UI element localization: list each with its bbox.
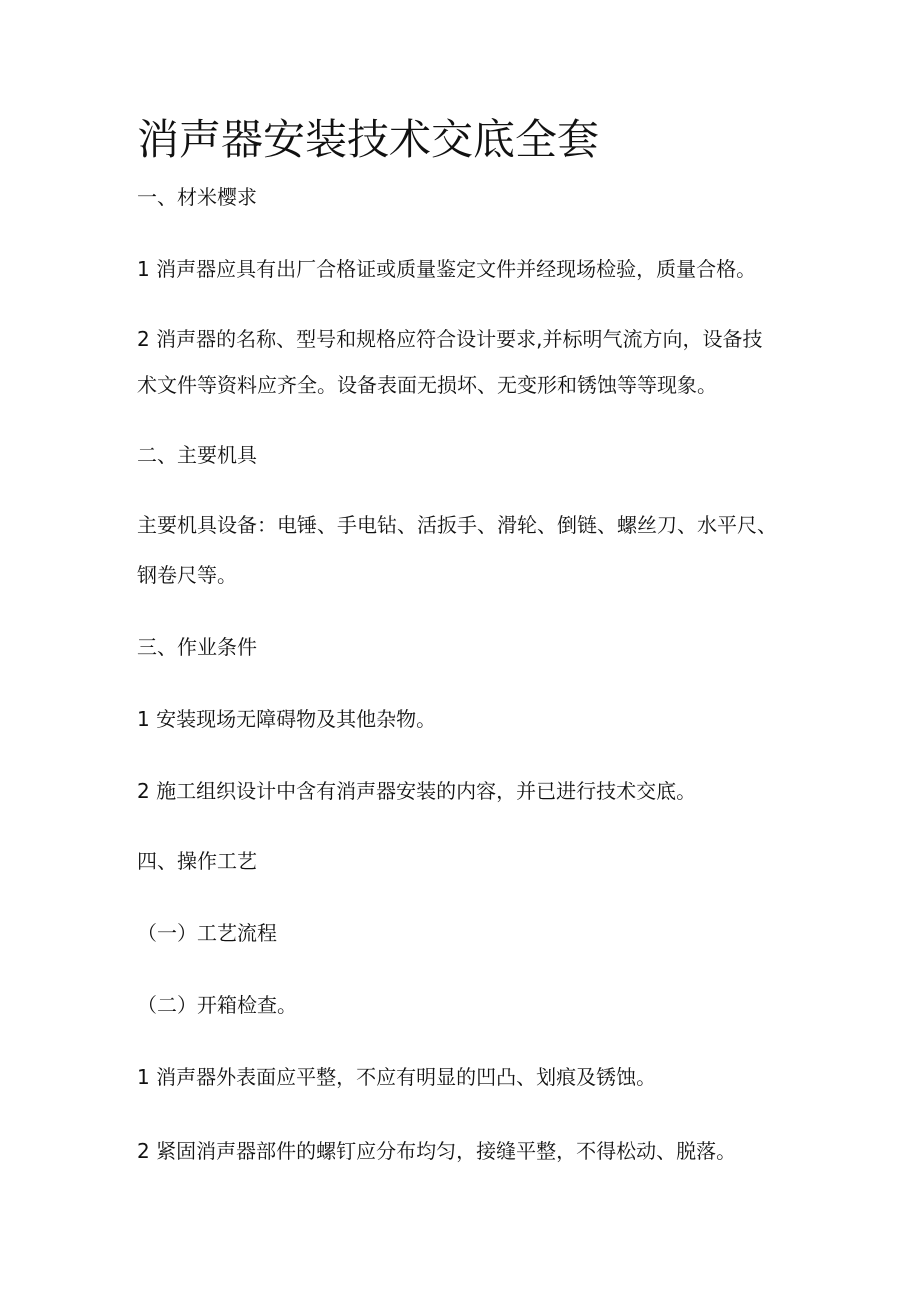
paragraph-line: 1 消声器应具有出厂合格证或质量鉴定文件并经现场检验，质量合格。 <box>137 257 757 281</box>
paragraph-line: 1 消声器外表面应平整，不应有明显的凹凸、划痕及锈蚀。 <box>137 1065 657 1089</box>
section-heading-process: 四、操作工艺 <box>137 849 257 873</box>
section-heading-conditions: 三、作业条件 <box>137 635 257 659</box>
paragraph-line: 主要机具设备：电锤、手电钻、活扳手、滑轮、倒链、螺丝刀、水平尺、 <box>137 513 777 537</box>
subsection-heading: （二）开箱检查。 <box>137 993 297 1017</box>
paragraph-line: 钢卷尺等。 <box>137 563 237 587</box>
subsection-heading: （一）工艺流程 <box>137 921 277 945</box>
document-title: 消声器安装技术交底全套 <box>137 115 600 164</box>
paragraph-line: 1 安装现场无障碍物及其他杂物。 <box>137 707 437 731</box>
paragraph-line: 2 紧固消声器部件的螺钉应分布均匀，接缝平整，不得松动、脱落。 <box>137 1139 737 1163</box>
section-heading-materials: 一、材米樱求 <box>137 185 257 209</box>
paragraph-line: 2 施工组织设计中含有消声器安装的内容，并已进行技术交底。 <box>137 779 697 803</box>
paragraph-line: 术文件等资料应齐全。设备表面无损坏、无变形和锈蚀等等现象。 <box>137 373 717 397</box>
section-heading-tools: 二、主要机具 <box>137 443 257 467</box>
paragraph-line: 2 消声器的名称、型号和规格应符合设计要求,并标明气流方向，设备技 <box>137 327 763 351</box>
